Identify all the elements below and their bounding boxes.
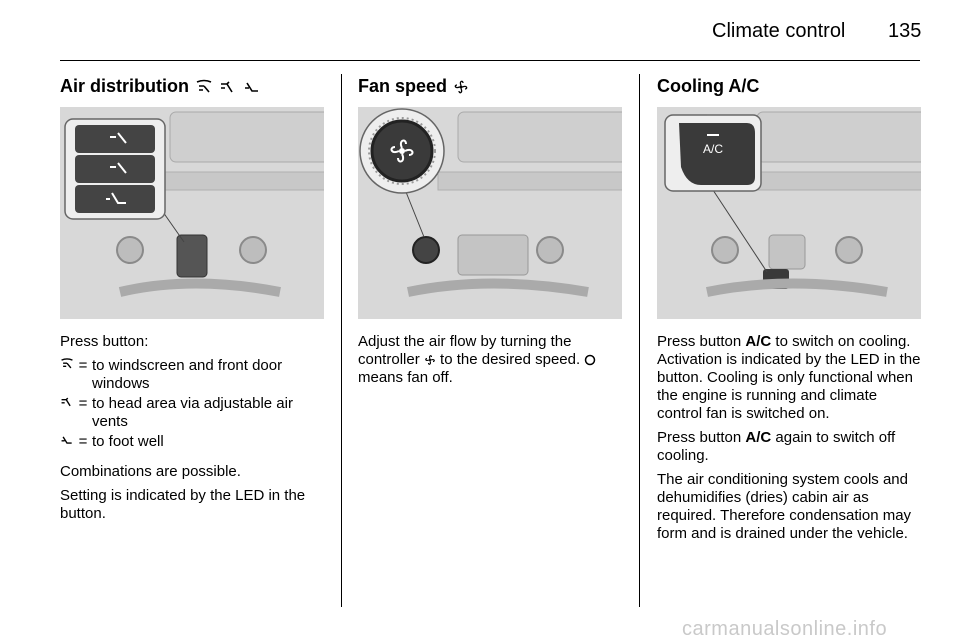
fan-speed-illustration [358,107,622,319]
cooling-paragraph-1: Press button A/C to switch on cooling. Activation is indicated by the LED in the button. Cooling is only functional when the engine is running and climate control fan is switched on. [657,333,921,422]
list-item: = to windscreen and front door windows [60,357,324,393]
column-divider-1 [341,74,342,607]
combinations-note: Combinations are possible. [60,463,241,480]
list-item: = to head area via adjustable air vents [60,395,324,431]
page-title: Climate control [712,20,846,42]
fan-speed-paragraph: Adjust the air flow by turning the controller to the desired speed. means fan off. [358,333,622,387]
column-divider-2 [639,74,640,607]
air-distribution-text [60,333,324,523]
cooling-ac-section [657,76,921,549]
cooling-paragraph-2: Press button A/C again to switch off cooling. [657,429,896,464]
list-item: = to foot well [60,433,324,451]
windscreen-vent-icon [60,357,74,371]
air-distribution-section [60,76,324,529]
cooling-paragraph-3: The air conditioning system cools and dehumidifies (dries) cabin air as required. Therefore condensation may form and is drained under the vehicle. [657,471,912,542]
led-note: Setting is indicated by the LED in the button. [60,487,306,522]
cooling-ac-illustration [657,107,921,319]
fan-icon [453,79,469,95]
press-button-intro: Press button: [60,333,149,350]
head-vent-icon [219,79,237,95]
air-distribution-heading: Air distribution [60,76,324,97]
ac-button-reference: A/C [745,333,772,350]
ac-button-reference: A/C [745,429,772,446]
foot-vent-icon [60,433,74,447]
head-vent-icon [60,395,74,409]
ac-callout-label: A/C [703,142,724,156]
cooling-ac-text [657,333,921,543]
fan-icon [424,354,436,366]
windscreen-vent-icon [195,79,213,95]
foot-vent-icon [243,79,261,95]
vent-definition-list [60,357,324,451]
cooling-ac-heading: Cooling A/C [657,76,760,96]
fan-speed-heading: Fan speed [358,76,622,97]
air-distribution-illustration [60,107,324,319]
watermark: carmanualsonline.info [682,618,888,640]
header-divider [60,60,920,61]
page-number: 135 [888,20,922,42]
fan-off-icon [584,354,596,366]
fan-speed-text [358,333,622,387]
fan-speed-section [358,76,622,393]
